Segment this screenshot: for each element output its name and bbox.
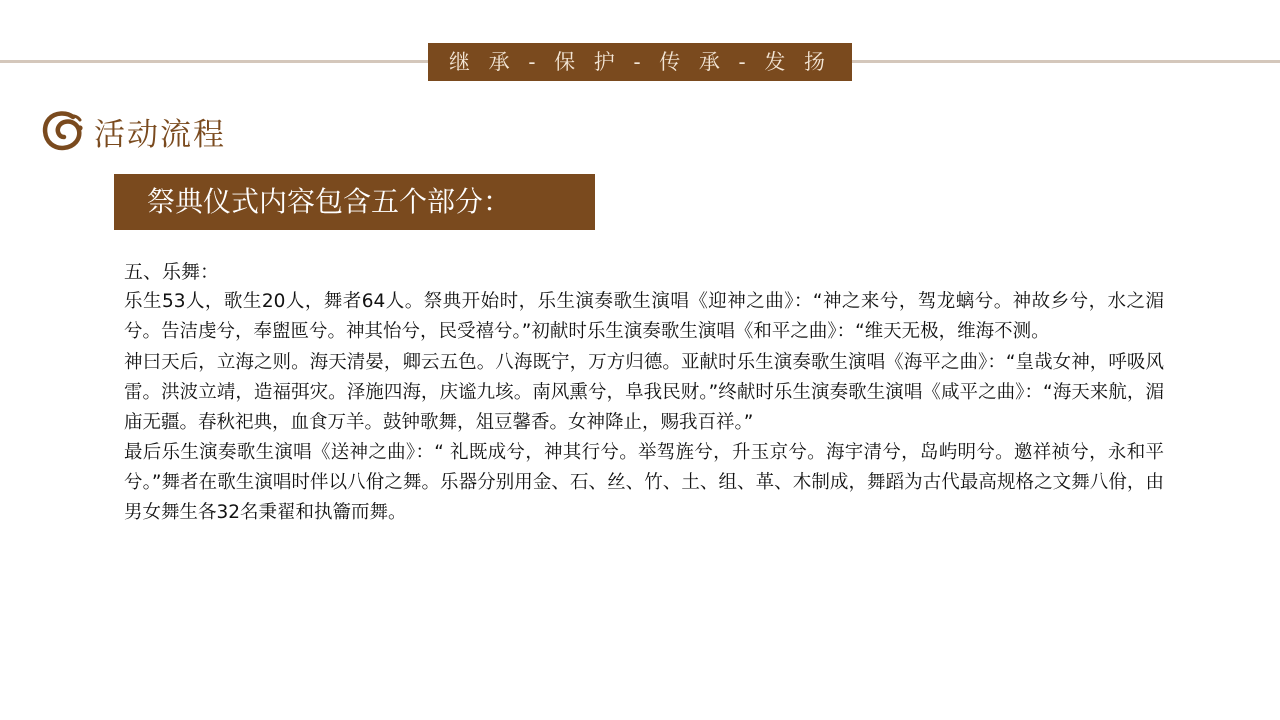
content-body — [124, 257, 1164, 529]
section-title: 活动流程 — [94, 116, 226, 153]
content-paragraph: 最后乐生演奏歌生演唱《送神之曲》：“ 礼既成兮，神其行兮。举驾旌兮，升玉京兮。海宇清兮，岛屿明兮。邀祥祯兮，永和平兮。”舞者在歌生演唱时伴以八佾之舞。乐器分别用金、石、丝、竹、土、组、革、木制成，舞蹈为古代最高规格之文舞八佾，由男女舞生各32名秉翟和执籥而舞。 — [124, 442, 1164, 523]
content-paragraph: 神曰天后，立海之则。海天清晏，卿云五色。八海既宁，万方归德。亚献时乐生演奏歌生演唱《海平之曲》：“皇哉女神，呼吸风雷。洪波立靖，造福弭灾。泽施四海，庆谧九垓。南风熏兮，阜我民财。”终献时乐生演奏歌生演唱《咸平之曲》：“海天来航，湄庙无疆。春秋祀典，血食万羊。鼓钟歌舞，俎豆馨香。女神降止，赐我百祥。” — [124, 351, 1164, 433]
content-subheading: 五、乐舞： — [124, 261, 220, 283]
swirl-icon — [40, 108, 86, 154]
section-heading — [40, 106, 226, 156]
sub-banner: 祭典仪式内容包含五个部分： — [114, 174, 595, 230]
content-paragraph: 乐生53人，歌生20人，舞者64人。祭典开始时，乐生演奏歌生演唱《迎神之曲》：“神之来兮，驾龙螭兮。神故乡兮，水之湄兮。告洁虔兮，奉盥匜兮。神其怡兮，民受禧兮。”初献时乐生演奏歌生演唱《和平之曲》：“维天无极，维海不测。 — [124, 291, 1164, 342]
motto-banner: 继 承 - 保 护 - 传 承 - 发 扬 — [428, 43, 852, 81]
